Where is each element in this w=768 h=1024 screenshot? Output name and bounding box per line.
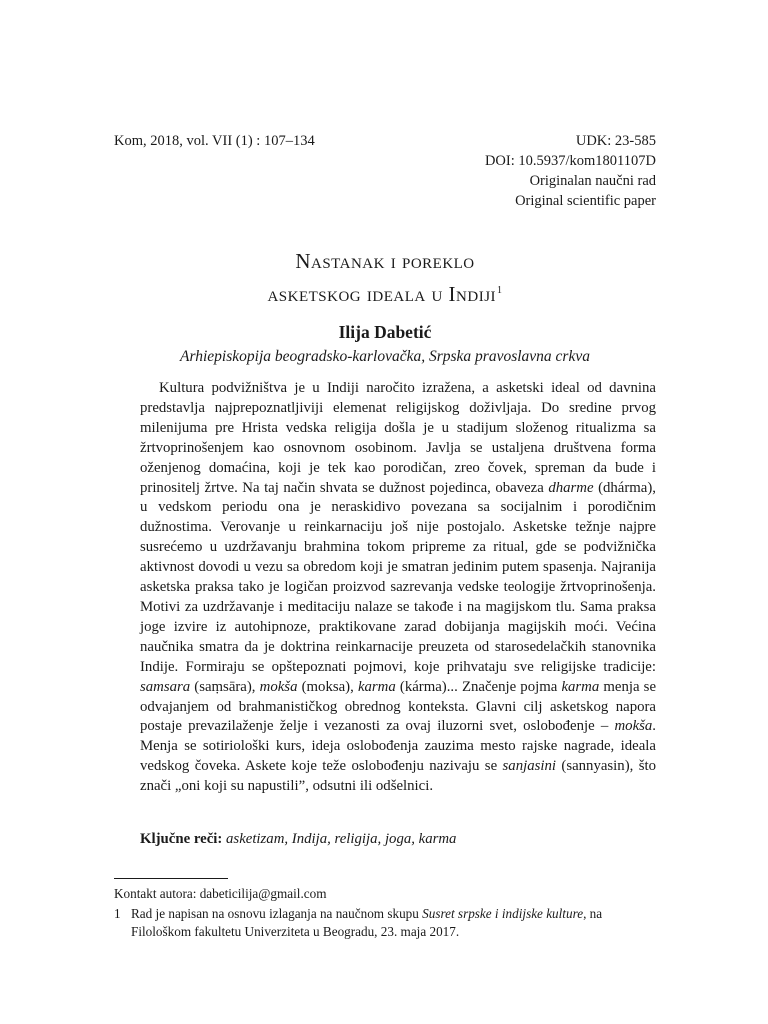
footnote-text: Rad je napisan na osnovu izlaganja na naučnom skupu Susret srpske i indijske kulture, na Filološkom fakultetu Univerziteta u Beogradu, 23. maja 2017. [131,906,603,939]
term-moksa-2: mokša [614,718,653,735]
article-title [114,247,656,309]
udk-code: UDK: 23-585 [575,133,656,149]
author-name: Ilija Dabetić [338,322,432,342]
term-sanjasini: sanjasini [502,758,556,775]
footnote-event-name: Susret srpske i indijske kulture [422,906,584,921]
title-line-1: Nastanak i poreklo [295,249,475,273]
term-karma: karma [357,678,396,695]
keywords-list: asketizam, Indija, religija, joga, karma [226,831,457,847]
article-type-en: Original scientific paper [515,193,656,209]
journal-citation: Kom, 2018, vol. VII (1) : 107–134 [114,133,315,149]
term-dharme: dharme [548,479,594,496]
term-moksa: mokša [259,678,298,695]
term-karma-2: karma [561,678,600,695]
keywords-label: Ključne reči: [140,831,223,847]
term-samsara: samsara [140,678,191,695]
keywords [140,829,656,849]
footnote-1 [114,905,656,941]
footnote-divider [114,878,228,879]
title-footnote-mark[interactable]: 1 [497,285,503,296]
article-type-sr: Originalan naučni rad [529,173,656,189]
title-line-2: asketskog ideala u Indiji$^1$ [267,282,503,306]
doi: DOI: 10.5937/kom1801107D [484,153,656,169]
footnote-number: 1 [114,906,121,921]
author-contact: Kontakt autora: dabeticilija@gmail.com [114,886,327,901]
abstract: Kultura podvižništva je u Indiji naročito izražena, a asketski ideal od davnina predstavlja najprepoznatljiviji elemenat religijskog doživljaja. Do sredine prvog milenijuma pre Hrista vedska religija došla je u stadijum složenog ritualizma sa žrtvoprinošenjem kao osnovnom osobinom. Javlja se ustaljena društvena forma oženjenog domaćina, koji je tek kao porodičan, zreo čovek, spreman da bude i prinositelj žrtve. Na taj način shvata se dužnost pojedinca, obaveza dharme (dhárma), u vedskom periodu ona je neraskidivo povezana sa socijalnim i porodičnim dužnostima. Verovanje u reinkarnaciju još nije postojalo. Asketske težnje najpre susrećemo u uzdržavanju brahmina tokom pripreme za ritual, gde se podvižnička aktivnost dovodi u vezu sa obredom koji je smatran jedinim putem spasenja. Najranija asketska praksa tako je logičan proizvod sazrevanja vedske teologije žrtvoprinošenja. Motivi za uzdržavanje i meditaciju nalaze se takođe i na magijskom tlu. Sama praksa joge izvire iz autohipnoze, praktikovane zarad dobijanja magijskih moći. Većina naučnika smatra da je doktrina reinkarnacije preuzeta od starosedelačkih stanovnika Indije. Formiraju se opštepoznati pojmovi, koje prihvataju sve religijske tradicije: samsara (saṃsāra), mokša (moksa), karma (kárma)... Značenje pojma karma menja se odvajanjem od brahmanističkog obrednog konteksta. Glavni cilj asketskog napora postaje prevazilaženje želje i vezanosti za ovaj iluzorni svet, oslobođenje – mokša. Menja se sotiriološki kurs, ideja oslobođenja zauzima mesto rajske nagrade, ideala vedskog čoveka. Askete koje teže oslobođenju nazivaju se sanjasini (sannyasin), što znači „oni koji su napustili”, odsutni ili odšelnici. [140,380,657,795]
author-affiliation: Arhiepiskopija beogradsko-karlovačka, Srpska pravoslavna crkva [180,348,590,365]
article-identifiers [485,131,656,211]
